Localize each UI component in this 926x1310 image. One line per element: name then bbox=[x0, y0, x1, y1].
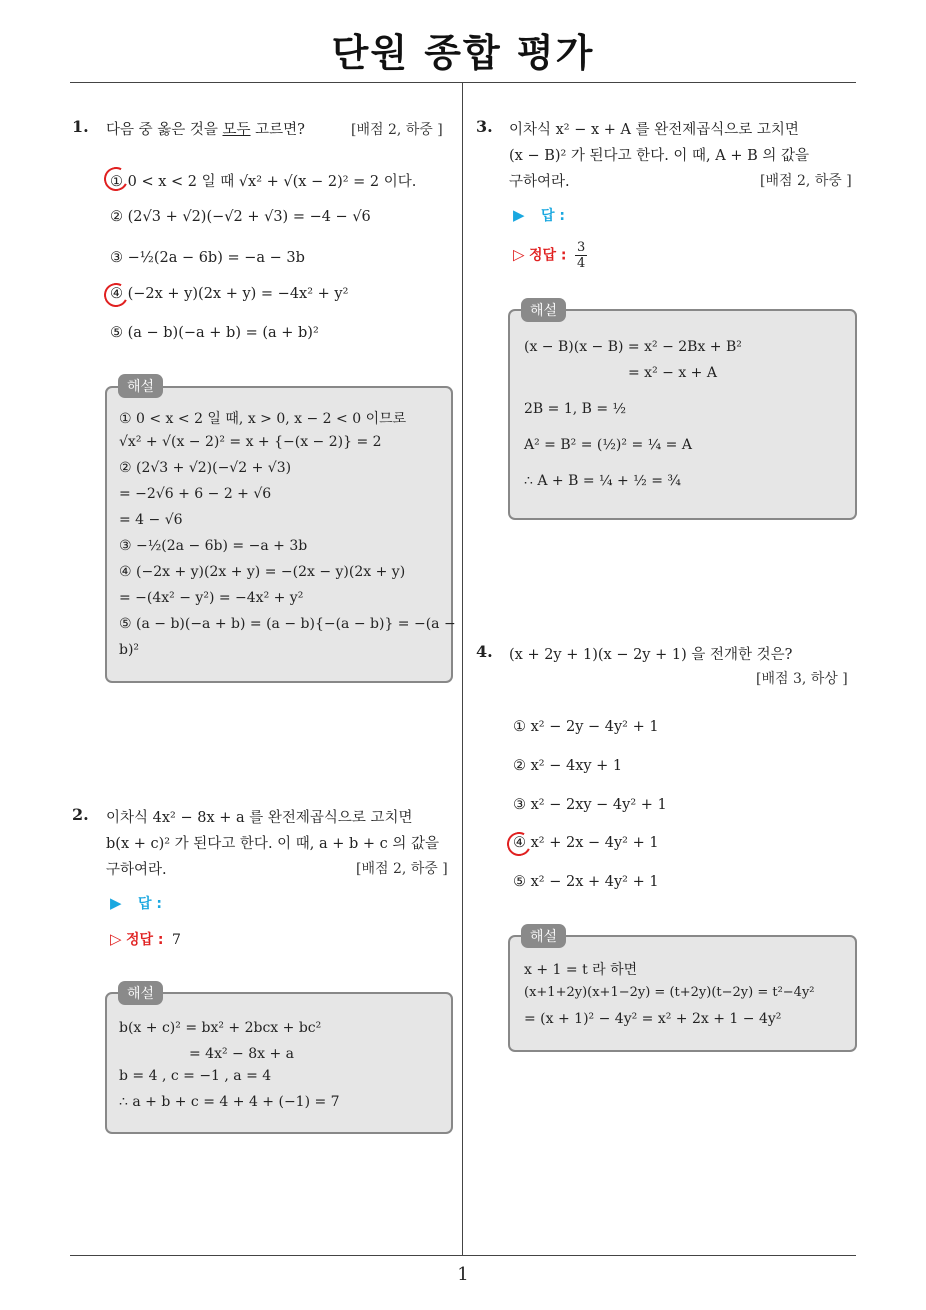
question-number: 2. bbox=[72, 805, 89, 824]
explanation-line: (x − B)(x − B) = x² − 2Bx + B² bbox=[524, 339, 742, 355]
question-text: 구하여라. bbox=[106, 862, 167, 878]
explanation-line: A² = B² = (½)² = ¼ = A bbox=[524, 437, 692, 453]
explanation-line: = x² − x + A bbox=[628, 365, 717, 381]
score-meta: [배점 2, 하중 ] bbox=[351, 122, 443, 138]
option-5[interactable]: ⑤ (a − b)(−a + b) = (a + b)² bbox=[110, 325, 319, 341]
option-3[interactable]: ③ x² − 2xy − 4y² + 1 bbox=[513, 797, 667, 813]
bottom-divider bbox=[70, 1255, 856, 1256]
play-triangle-icon: ▶ bbox=[513, 206, 525, 224]
explanation-box bbox=[508, 935, 857, 1052]
explanation-line: = 4x² − 8x + a bbox=[189, 1046, 295, 1062]
page-number: 1 bbox=[457, 1264, 469, 1285]
question-number: 3. bbox=[476, 117, 493, 136]
answer-field[interactable]: ▶ 답 : bbox=[513, 206, 565, 224]
explanation-line: ∴ A + B = ¼ + ½ = ¾ bbox=[524, 473, 681, 489]
explanation-line: (x+1+2y)(x+1−2y) = (t+2y)(t−2y) = t²−4y² bbox=[524, 985, 815, 1000]
option-2[interactable]: ② (2√3 + √2)(−√2 + √3) = −4 − √6 bbox=[110, 209, 371, 225]
correct-answer: ▷ 정답 : 7 bbox=[110, 930, 181, 948]
explanation-line: b)² bbox=[119, 642, 140, 658]
question-text: 구하여라. bbox=[509, 174, 570, 190]
explanation-line: ② (2√3 + √2)(−√2 + √3) bbox=[119, 460, 292, 476]
option-5[interactable]: ⑤ x² − 2x + 4y² + 1 bbox=[513, 874, 659, 890]
explanation-tag: 해설 bbox=[118, 374, 163, 398]
play-triangle-icon: ▶ bbox=[110, 894, 122, 912]
explanation-tag: 해설 bbox=[521, 924, 566, 948]
explanation-line: b(x + c)² = bx² + 2bcx + bc² bbox=[119, 1020, 322, 1036]
question-text: (x − B)² 가 된다고 한다. 이 때, A + B 의 값을 bbox=[509, 148, 809, 164]
explanation-line: √x² + √(x − 2)² = x + {−(x − 2)} = 2 bbox=[119, 434, 382, 450]
question-text: 이차식 4x² − 8x + a 를 완전제곱식으로 고치면 bbox=[106, 810, 413, 826]
correct-answer: ▷ 정답 : $\frac{3}{4}$ bbox=[513, 240, 586, 271]
explanation-box bbox=[105, 992, 453, 1134]
explanation-tag: 해설 bbox=[118, 981, 163, 1005]
option-2[interactable]: ② x² − 4xy + 1 bbox=[513, 758, 623, 774]
outline-triangle-icon: ▷ bbox=[513, 245, 525, 264]
explanation-line: b = 4 , c = −1 , a = 4 bbox=[119, 1068, 272, 1084]
question-text: 다음 중 옳은 것을 모두 고르면? bbox=[106, 122, 305, 138]
explanation-line: = −(4x² − y²) = −4x² + y² bbox=[119, 590, 304, 606]
outline-triangle-icon: ▷ bbox=[110, 930, 122, 948]
score-meta: [배점 2, 하중 ] bbox=[760, 173, 852, 189]
question-text: (x + 2y + 1)(x − 2y + 1) 을 전개한 것은? bbox=[509, 647, 793, 663]
option-3[interactable]: ③ −½(2a − 6b) = −a − 3b bbox=[110, 250, 305, 266]
top-divider bbox=[70, 82, 856, 83]
question-number: 4. bbox=[476, 642, 493, 661]
score-meta: [배점 2, 하중 ] bbox=[356, 861, 448, 877]
answer-field[interactable]: ▶ 답 : bbox=[110, 894, 162, 912]
question-text: 이차식 x² − x + A 를 완전제곱식으로 고치면 bbox=[509, 122, 799, 138]
question-text: b(x + c)² 가 된다고 한다. 이 때, a + b + c 의 값을 bbox=[106, 836, 440, 852]
explanation-tag: 해설 bbox=[521, 298, 566, 322]
explanation-line: = −2√6 + 6 − 2 + √6 bbox=[119, 486, 272, 502]
explanation-line: ④ (−2x + y)(2x + y) = −(2x − y)(2x + y) bbox=[119, 564, 406, 580]
explanation-line: 2B = 1, B = ½ bbox=[524, 401, 627, 417]
option-1[interactable]: ① 0 < x < 2 일 때 √x² + √(x − 2)² = 2 이다. bbox=[110, 174, 417, 190]
option-4[interactable]: ④ x² + 2x − 4y² + 1 bbox=[513, 835, 659, 851]
option-1[interactable]: ① x² − 2y − 4y² + 1 bbox=[513, 719, 659, 735]
explanation-box bbox=[508, 309, 857, 520]
score-meta: [배점 3, 하상 ] bbox=[756, 671, 848, 687]
explanation-line: ⑤ (a − b)(−a + b) = (a − b){−(a − b)} = −(a − bbox=[119, 616, 456, 632]
option-4[interactable]: ④ (−2x + y)(2x + y) = −4x² + y² bbox=[110, 286, 349, 302]
column-divider bbox=[462, 83, 463, 1255]
page-title: 단원 종합 평가 bbox=[331, 31, 595, 75]
explanation-line: ∴ a + b + c = 4 + 4 + (−1) = 7 bbox=[119, 1094, 340, 1110]
explanation-box bbox=[105, 386, 456, 683]
explanation-line: = (x + 1)² − 4y² = x² + 2x + 1 − 4y² bbox=[524, 1011, 782, 1027]
explanation-line: x + 1 = t 라 하면 bbox=[524, 962, 638, 978]
question-number: 1. bbox=[72, 117, 89, 136]
explanation-line: = 4 − √6 bbox=[119, 512, 183, 528]
explanation-line: ③ −½(2a − 6b) = −a + 3b bbox=[119, 538, 308, 554]
explanation-line: ① 0 < x < 2 일 때, x > 0, x − 2 < 0 이므로 bbox=[119, 411, 407, 427]
